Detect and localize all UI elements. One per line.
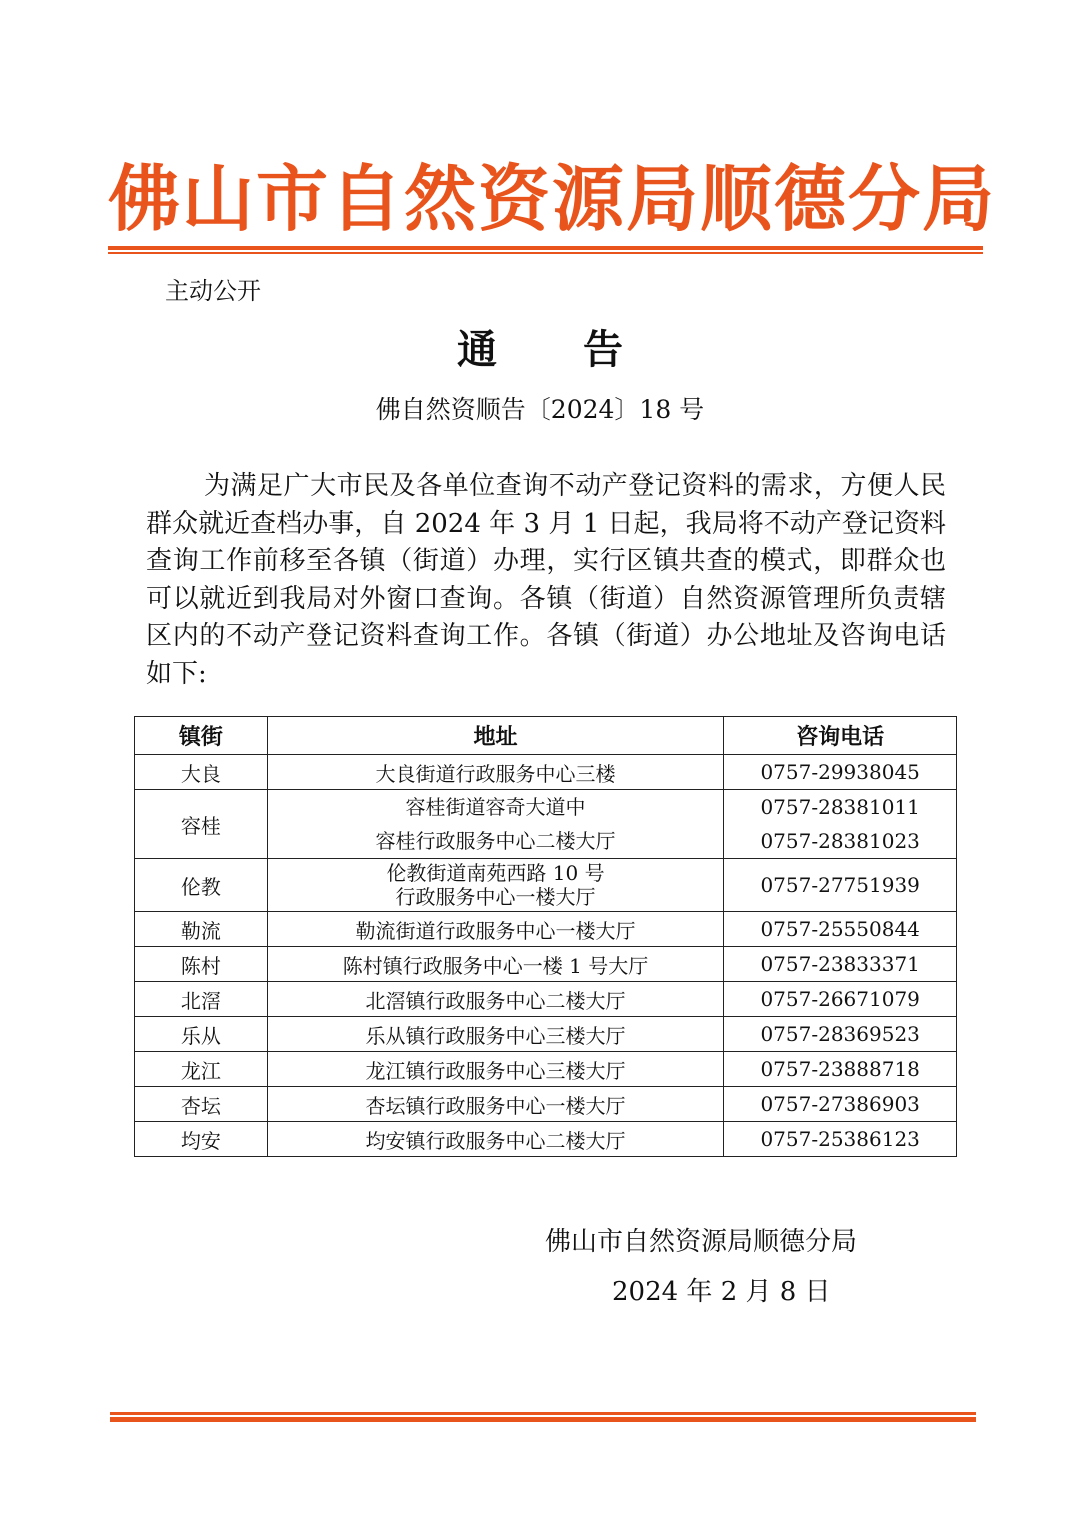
document-number: 佛自然资顺告〔2024〕18 号 [375, 395, 705, 424]
table-row [135, 859, 957, 912]
phone-line: 0757-28381011 [760, 795, 920, 819]
phone-line: 0757-28381023 [760, 829, 920, 853]
town-cell: 容桂 [135, 790, 268, 859]
town-cell: 勒流 [135, 912, 268, 947]
phone-cell: 0757-25550844 [724, 912, 957, 947]
town-cell: 龙江 [135, 1052, 268, 1087]
address-cell: 杏坛镇行政服务中心一楼大厅 [267, 1087, 724, 1122]
header-town: 镇街 [135, 717, 268, 755]
address-cell: 均安镇行政服务中心二楼大厅 [267, 1122, 724, 1157]
town-cell: 均安 [135, 1122, 268, 1157]
address-cell: 龙江镇行政服务中心三楼大厅 [267, 1052, 724, 1087]
table-header-row [135, 717, 957, 755]
phone-cell: 0757-23833371 [724, 947, 957, 982]
town-cell: 伦教 [135, 859, 268, 912]
address-cell: 陈村镇行政服务中心一楼 1 号大厅 [267, 947, 724, 982]
address-line: 伦教街道南苑西路 10 号 [386, 861, 605, 885]
footer-rule-thick [110, 1417, 976, 1422]
address-cell [267, 859, 724, 912]
notice-title: 通 告 [457, 326, 659, 373]
phone-cell: 0757-25386123 [724, 1122, 957, 1157]
header-address: 地址 [267, 717, 724, 755]
table-row [135, 1122, 957, 1157]
table-row [135, 912, 957, 947]
address-cell: 北滘镇行政服务中心二楼大厅 [267, 982, 724, 1017]
town-cell: 北滘 [135, 982, 268, 1017]
phone-cell: 0757-28369523 [724, 1017, 957, 1052]
phone-cell: 0757-27751939 [724, 859, 957, 912]
address-cell: 大良街道行政服务中心三楼 [267, 755, 724, 790]
town-cell: 乐从 [135, 1017, 268, 1052]
table-row [135, 755, 957, 790]
table-row [135, 1052, 957, 1087]
phone-cell: 0757-29938045 [724, 755, 957, 790]
table-row [135, 947, 957, 982]
footer-rule-thin [110, 1412, 976, 1415]
address-line: 行政服务中心一楼大厅 [395, 885, 596, 909]
town-cell: 杏坛 [135, 1087, 268, 1122]
table-row [135, 1017, 957, 1052]
masthead-rule-thin [108, 252, 983, 254]
address-line: 容桂街道容奇大道中 [405, 795, 586, 819]
phone-cell: 0757-23888718 [724, 1052, 957, 1087]
office-table [134, 716, 957, 1157]
disclosure-label: 主动公开 [165, 277, 261, 305]
signature-date: 2024 年 2 月 8 日 [612, 1277, 831, 1307]
address-cell: 乐从镇行政服务中心三楼大厅 [267, 1017, 724, 1052]
header-phone: 咨询电话 [724, 717, 957, 755]
phone-cell: 0757-27386903 [724, 1087, 957, 1122]
address-cell: 勒流街道行政服务中心一楼大厅 [267, 912, 724, 947]
town-cell: 陈村 [135, 947, 268, 982]
signature-organization: 佛山市自然资源局顺德分局 [545, 1227, 858, 1257]
masthead-title: 佛山市自然资源局顺德分局 [108, 157, 997, 241]
masthead-rule-thick [108, 246, 983, 250]
table-row [135, 982, 957, 1017]
phone-cell [724, 790, 957, 859]
phone-cell: 0757-26671079 [724, 982, 957, 1017]
table-row [135, 790, 957, 859]
address-cell [267, 790, 724, 859]
address-line: 容桂行政服务中心二楼大厅 [375, 829, 616, 853]
notice-body: 为满足广大市民及各单位查询不动产登记资料的需求，方便人民群众就近查档办事，自 2024 年 3 月 1 日起，我局将不动产登记资料查询工作前移至各镇（街道）办理，实行区镇共查的模式，即群众也可以就近到我局对外窗口查询。各镇（街道）自然资源管理所负责辖区内的不动产登记资料查询工作。各镇（街道）办公地址及咨询电话如下: [146, 471, 946, 689]
town-cell: 大良 [135, 755, 268, 790]
table-row [135, 1087, 957, 1122]
